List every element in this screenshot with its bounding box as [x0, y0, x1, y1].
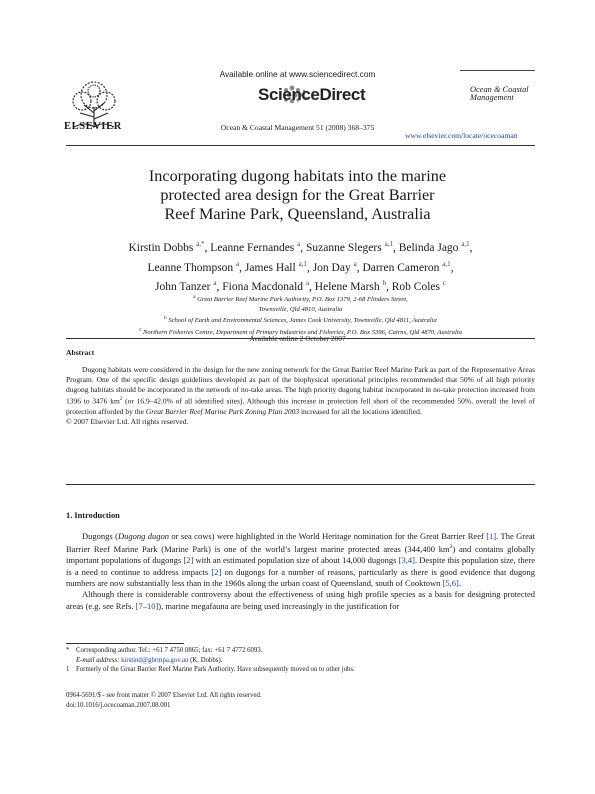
author-affil-mark[interactable]: a,1	[461, 240, 470, 248]
intro-paragraph-1	[66, 531, 535, 589]
author-name: James Hall	[244, 261, 296, 274]
copyright-line: © 2007 Elsevier Ltd. All rights reserved.	[66, 416, 189, 426]
author-affil-mark[interactable]: a	[305, 279, 310, 288]
body-text: on dugongs for a number of reasons, particularly as there is good evidence that dugong numbers are now substantially less than in the 1960s along the urban coast of Queensland, south of Cooktown	[66, 566, 535, 589]
available-online-text: Available online at www.sciencedirect.com	[219, 69, 376, 79]
footnote-text: Corresponding author. Tel.: +61 7 4750 0865; fax: +61 7 4772 6093.	[76, 647, 263, 654]
author-affil-mark[interactable]: a	[353, 259, 357, 268]
species-name: Dugong dugon	[117, 531, 170, 541]
doi-line: doi:10.1016/j.ocecoaman.2007.08.001	[66, 701, 171, 709]
reference-link[interactable]: [7–10]	[135, 600, 159, 611]
footnote-text: Formerly of the Great Barrier Reef Marine Park Authority. Have subsequently moved on to other jobs.	[76, 666, 355, 674]
author-list	[66, 237, 535, 296]
abstract-italic-text: Great Barrier Reef Marine Park Zoning Plan 2003	[145, 406, 300, 416]
author-affil-mark[interactable]: c	[442, 279, 446, 288]
title-line-1: Incorporating dugong habitats into the marine	[148, 167, 447, 185]
body-text: Dugongs (	[82, 531, 118, 541]
author-affil-mark[interactable]: a,1	[384, 240, 393, 248]
reference-link[interactable]: [3,4]	[398, 555, 415, 566]
reference-link[interactable]: [5,6]	[442, 578, 459, 589]
superscript: 2	[119, 397, 123, 403]
journal-citation: Ocean & Coastal Management 51 (2008) 368–375	[220, 123, 375, 132]
author-sep: ,	[216, 280, 223, 293]
author-name: Darren Cameron	[362, 261, 440, 274]
body-text: ) and contains globally important populations of dugongs	[66, 544, 535, 566]
author-name: Rob Coles	[391, 280, 440, 293]
author-line-2	[66, 257, 535, 277]
author-sep: ,	[450, 261, 454, 274]
front-matter-info	[66, 691, 262, 710]
abstract-heading: Abstract	[66, 348, 95, 357]
author-name: John Tanzer	[155, 280, 211, 293]
header-divider	[66, 145, 535, 146]
footnote-mark: 1	[66, 666, 70, 674]
author-line-1	[66, 237, 535, 257]
footnote-mark: *	[66, 647, 70, 654]
author-affil-mark[interactable]: a,*	[196, 240, 205, 248]
author-sep: ,	[309, 280, 315, 293]
affiliations	[66, 293, 535, 338]
author-sep: ,	[306, 261, 313, 274]
author-affil-mark[interactable]: a,1	[298, 259, 307, 268]
affiliation-b	[66, 314, 535, 326]
affil-mark: a	[193, 295, 196, 300]
abstract-text: Dugong habitats were considered in the design for the new zoning network for the Great Barrier Reef Marine Park as part of the Representative Areas Program. One of the specific design guidelines developed as part of the biophysical operational principles recommended that 50% of all high priority dugong habitats should be incorporated in the network of no-take areas. The high priority dugong habitat incorporated in no-take protection increased from 1396 to 3476 km	[66, 365, 535, 406]
author-sep: ,	[300, 241, 307, 254]
email-label: E-mail address:	[76, 656, 120, 664]
email-link[interactable]: kirstind@gbrmpa.gov.au	[121, 656, 189, 664]
author-affil-mark[interactable]: a,1	[442, 259, 451, 268]
title-line-3: Reef Marine Park, Queensland, Australia	[164, 205, 431, 223]
footnote-rule	[66, 643, 184, 644]
author-sep: ,	[392, 241, 399, 254]
body-text: . The Great Barrier Reef Marine Park (Marine Park) is one of the world’s largest marine protected areas (344,400 km	[66, 531, 536, 555]
affil-mark: c	[139, 328, 142, 334]
author-sep: ,	[356, 261, 363, 274]
body-text: . Despite this population size, there is a need to continue to address impacts	[66, 555, 535, 577]
author-affil-mark[interactable]: a	[297, 240, 301, 248]
superscript: 2	[449, 544, 453, 551]
author-sep: ,	[386, 280, 392, 293]
author-affil-mark[interactable]: b	[382, 279, 386, 288]
footnote-text: (K. Dobbs).	[188, 656, 223, 664]
author-sep: ,	[239, 261, 245, 274]
publisher-logo-text: ELSEVIER	[64, 121, 122, 132]
author-name: Suzanne Slegers	[306, 241, 382, 254]
author-name: Belinda Jago	[398, 241, 459, 254]
affil-mark: b	[164, 316, 167, 322]
abstract-bottom-rule	[66, 484, 535, 485]
reference-link[interactable]: [2]	[183, 555, 194, 566]
footnote-corresponding	[66, 646, 535, 656]
section-heading-introduction: 1. Introduction	[66, 511, 120, 520]
affil-text: School of Earth and Environmental Sciences, James Cook University, Townsville, Qld 4811, Australia	[168, 317, 437, 325]
introduction-body	[66, 531, 535, 612]
author-affil-mark[interactable]: a	[213, 279, 217, 288]
journal-logo-rule	[460, 70, 535, 71]
body-text: .	[458, 578, 461, 589]
author-sep: ,	[204, 241, 211, 254]
body-text: with an estimated population size of about 14,000 dugongs	[193, 555, 399, 566]
author-name: Fiona Macdonald	[222, 280, 304, 293]
title-line-2: protected area design for the Great Barrier	[160, 186, 435, 204]
author-name: Leanne Fernandes	[210, 241, 295, 254]
author-affil-mark[interactable]: a	[236, 259, 240, 268]
journal-url-link[interactable]: www.elsevier.com/locate/ocecoaman	[405, 131, 518, 140]
author-sep: ,	[469, 241, 473, 254]
body-text: Although there is considerable controversy about the effectiveness of using high profile species as a basis for designing protected areas (e.g. see Refs.	[66, 589, 535, 611]
intro-paragraph-2	[66, 589, 535, 612]
affiliation-a-line2: Townsville, Qld 4810, Australia	[258, 305, 343, 313]
abstract-text: (or 16.9–42.0% of all identified sites). Although this increase in protection fell short of the recommended 50%, overall the level of protection afforded by the	[66, 396, 535, 416]
issn-line: 0964-5691/$ - see front matter © 2007 Elsevier Ltd. All rights reserved.	[66, 692, 262, 699]
journal-logo: Ocean & Coastal Management	[470, 85, 529, 102]
sciencedirect-logo: ScienceDirect	[258, 85, 366, 104]
footnote-email	[66, 656, 535, 666]
reference-link[interactable]: [1]	[486, 531, 497, 541]
author-name: Kirstin Dobbs	[128, 241, 194, 254]
reference-link[interactable]: [2]	[211, 566, 222, 577]
author-name: Jon Day	[312, 261, 351, 274]
affil-text: Great Barrier Reef Marine Park Authority, P.O. Box 1379, 2-68 Flinders Street,	[197, 296, 408, 304]
abstract-top-rule	[66, 338, 535, 339]
footnote-formerly	[66, 665, 535, 675]
author-name: Helene Marsh	[314, 280, 380, 293]
affiliation-a	[66, 293, 535, 305]
body-text: or sea cows) were highlighted in the World Heritage nomination for the Great Barrier Reef	[169, 531, 487, 541]
abstract-text: increased for all the locations identified.	[299, 406, 422, 416]
footnotes	[66, 646, 535, 675]
author-name: Leanne Thompson	[147, 261, 234, 274]
article-title	[90, 167, 505, 224]
affil-text: Northern Fisheries Centre, Department of Primary Industries and Fisheries, P.O. Box 5396, Cairns, Qld 4870, Australia	[142, 329, 462, 337]
body-text: ), marine megafauna are being used increasingly in the justification for	[158, 600, 400, 611]
abstract-body	[66, 365, 535, 427]
abstract-paragraph	[66, 365, 535, 417]
